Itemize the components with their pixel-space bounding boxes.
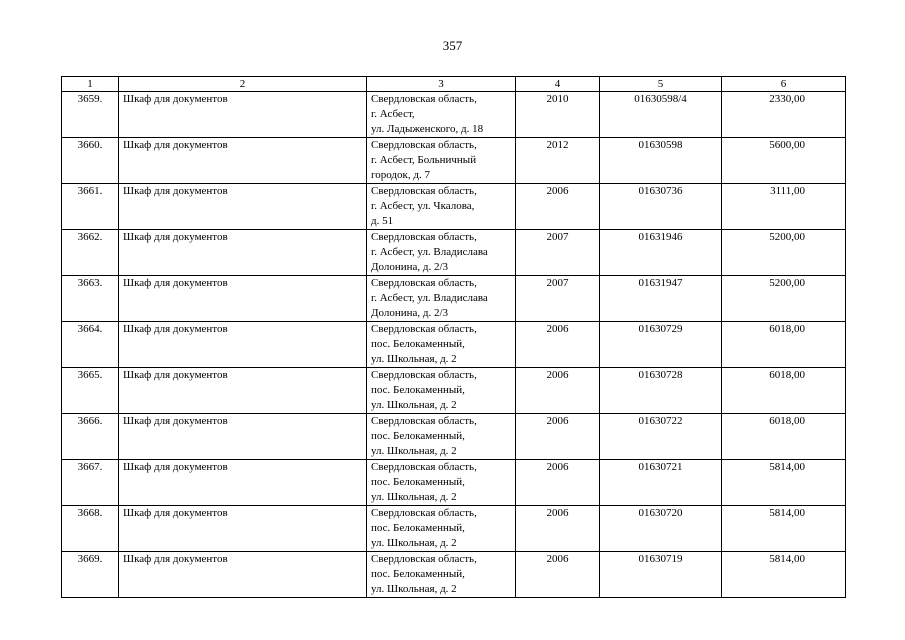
item-cost: 5814,00 (722, 552, 846, 598)
inventory-number: 01630719 (600, 552, 722, 598)
item-year: 2006 (516, 184, 600, 230)
header-col-5: 5 (600, 77, 722, 92)
item-name: Шкаф для документов (119, 184, 367, 230)
item-year: 2006 (516, 322, 600, 368)
address-line: ул. Школьная, д. 2 (371, 537, 457, 549)
item-address (367, 92, 516, 138)
row-number: 3665. (62, 368, 119, 414)
table-row (62, 322, 846, 368)
inventory-number: 01630728 (600, 368, 722, 414)
table-row (62, 368, 846, 414)
address-line: пос. Белокаменный, (371, 522, 465, 534)
table-row (62, 506, 846, 552)
address-line: ул. Школьная, д. 2 (371, 445, 457, 457)
item-cost: 6018,00 (722, 368, 846, 414)
address-line: Свердловская область, (371, 369, 477, 381)
table-row (62, 138, 846, 184)
item-year: 2006 (516, 414, 600, 460)
address-line: г. Асбест, ул. Владислава (371, 292, 488, 304)
address-line: г. Асбест, (371, 108, 415, 120)
inventory-number: 01630598/4 (600, 92, 722, 138)
address-line: Свердловская область, (371, 139, 477, 151)
row-number: 3661. (62, 184, 119, 230)
item-address (367, 230, 516, 276)
item-address (367, 460, 516, 506)
address-line: ул. Школьная, д. 2 (371, 399, 457, 411)
row-number: 3669. (62, 552, 119, 598)
item-name: Шкаф для документов (119, 276, 367, 322)
item-name: Шкаф для документов (119, 506, 367, 552)
item-cost: 3111,00 (722, 184, 846, 230)
header-col-3: 3 (367, 77, 516, 92)
item-year: 2006 (516, 552, 600, 598)
item-name: Шкаф для документов (119, 230, 367, 276)
item-name: Шкаф для документов (119, 92, 367, 138)
item-address (367, 368, 516, 414)
inventory-number: 01630722 (600, 414, 722, 460)
inventory-number: 01631947 (600, 276, 722, 322)
address-line: Свердловская область, (371, 231, 477, 243)
inventory-number: 01630736 (600, 184, 722, 230)
item-year: 2010 (516, 92, 600, 138)
address-line: ул. Ладыженского, д. 18 (371, 123, 484, 135)
item-year: 2007 (516, 276, 600, 322)
address-line: пос. Белокаменный, (371, 338, 465, 350)
address-line: Свердловская область, (371, 415, 477, 427)
header-row (62, 77, 846, 92)
table-body (62, 92, 846, 598)
table-row (62, 92, 846, 138)
item-cost: 6018,00 (722, 414, 846, 460)
header-col-4: 4 (516, 77, 600, 92)
row-number: 3666. (62, 414, 119, 460)
item-name: Шкаф для документов (119, 460, 367, 506)
address-line: пос. Белокаменный, (371, 568, 465, 580)
address-line: пос. Белокаменный, (371, 476, 465, 488)
address-line: ул. Школьная, д. 2 (371, 353, 457, 365)
item-address (367, 414, 516, 460)
item-year: 2006 (516, 506, 600, 552)
header-col-1: 1 (62, 77, 119, 92)
row-number: 3667. (62, 460, 119, 506)
address-line: д. 51 (371, 215, 394, 227)
table-row (62, 414, 846, 460)
table-row (62, 552, 846, 598)
address-line: Свердловская область, (371, 507, 477, 519)
table-row (62, 184, 846, 230)
item-name: Шкаф для документов (119, 368, 367, 414)
item-cost: 5200,00 (722, 230, 846, 276)
address-line: Свердловская область, (371, 553, 477, 565)
address-line: г. Асбест, Больничный (371, 154, 477, 166)
address-line: Долонина, д. 2/3 (371, 261, 449, 273)
page-number: 357 (442, 38, 463, 53)
item-name: Шкаф для документов (119, 322, 367, 368)
item-name: Шкаф для документов (119, 138, 367, 184)
table-row (62, 460, 846, 506)
item-address (367, 552, 516, 598)
inventory-number: 01631946 (600, 230, 722, 276)
item-name: Шкаф для документов (119, 414, 367, 460)
row-number: 3659. (62, 92, 119, 138)
inventory-number: 01630721 (600, 460, 722, 506)
item-cost: 5600,00 (722, 138, 846, 184)
item-cost: 2330,00 (722, 92, 846, 138)
property-table (61, 76, 846, 598)
address-line: Долонина, д. 2/3 (371, 307, 449, 319)
item-address (367, 276, 516, 322)
table-row (62, 230, 846, 276)
item-name: Шкаф для документов (119, 552, 367, 598)
item-year: 2012 (516, 138, 600, 184)
address-line: пос. Белокаменный, (371, 384, 465, 396)
address-line: г. Асбест, ул. Владислава (371, 246, 488, 258)
item-year: 2006 (516, 368, 600, 414)
address-line: ул. Школьная, д. 2 (371, 491, 457, 503)
item-year: 2006 (516, 460, 600, 506)
address-line: ул. Школьная, д. 2 (371, 583, 457, 595)
row-number: 3663. (62, 276, 119, 322)
row-number: 3662. (62, 230, 119, 276)
table-row (62, 276, 846, 322)
item-year: 2007 (516, 230, 600, 276)
item-cost: 5814,00 (722, 460, 846, 506)
address-line: Свердловская область, (371, 323, 477, 335)
row-number: 3668. (62, 506, 119, 552)
address-line: Свердловская область, (371, 93, 477, 105)
item-cost: 5200,00 (722, 276, 846, 322)
item-address (367, 506, 516, 552)
address-line: пос. Белокаменный, (371, 430, 465, 442)
address-line: г. Асбест, ул. Чкалова, (371, 200, 475, 212)
row-number: 3664. (62, 322, 119, 368)
address-line: городок, д. 7 (371, 169, 430, 181)
item-address (367, 322, 516, 368)
header-col-6: 6 (722, 77, 846, 92)
address-line: Свердловская область, (371, 461, 477, 473)
item-address (367, 138, 516, 184)
address-line: Свердловская область, (371, 185, 477, 197)
header-col-2: 2 (119, 77, 367, 92)
row-number: 3660. (62, 138, 119, 184)
inventory-number: 01630729 (600, 322, 722, 368)
inventory-number: 01630598 (600, 138, 722, 184)
table-header (62, 77, 846, 92)
item-cost: 6018,00 (722, 322, 846, 368)
item-cost: 5814,00 (722, 506, 846, 552)
address-line: Свердловская область, (371, 277, 477, 289)
inventory-number: 01630720 (600, 506, 722, 552)
item-address (367, 184, 516, 230)
